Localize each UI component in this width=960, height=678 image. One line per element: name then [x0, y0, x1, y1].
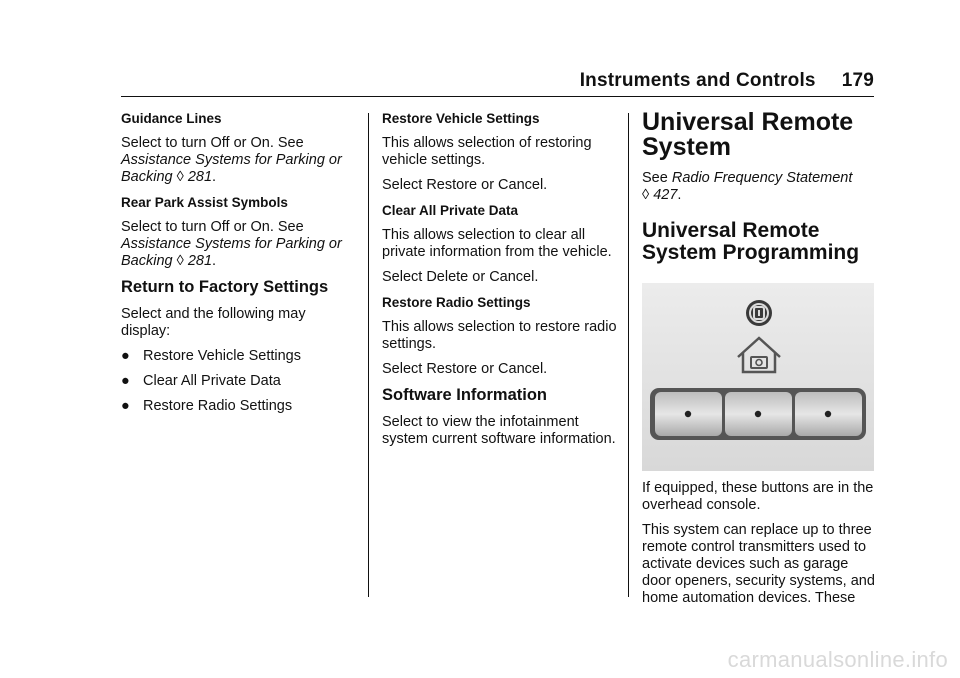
see-reference: See Radio Frequency Statement ◊ 427.: [642, 170, 853, 203]
restore-vehicle-text: This allows selection of restoring vehicle settings.: [382, 135, 592, 168]
button-panel: [650, 388, 866, 440]
clear-private-data-select: Select Delete or Cancel.: [382, 269, 539, 285]
restore-radio-text: This allows selection to restore radio settings.: [382, 319, 617, 352]
column-middle: [382, 110, 618, 456]
page-ref-icon: ◊: [642, 187, 650, 203]
cross-reference-link[interactable]: Radio Frequency Statement: [671, 170, 853, 186]
programming-subtitle: Universal Remote System Programming: [642, 219, 860, 264]
software-info-heading: Software Information: [382, 386, 548, 404]
factory-settings-text: Select and the following may display:: [121, 306, 306, 339]
restore-vehicle-select: Select Restore or Cancel.: [382, 177, 548, 193]
page-ref-icon: ◊: [176, 253, 184, 269]
list-item: ● Restore Vehicle Settings: [121, 348, 301, 364]
column-right: [642, 110, 878, 615]
restore-radio-select: Select Restore or Cancel.: [382, 361, 548, 377]
list-item: ● Restore Radio Settings: [121, 398, 293, 414]
overhead-console-photo: [642, 283, 874, 471]
page-ref-icon: ◊: [176, 169, 184, 185]
watermark: carmanualsonline.info: [727, 647, 948, 672]
guidance-lines-heading: Guidance Lines: [121, 111, 222, 126]
rear-park-assist-heading: Rear Park Assist Symbols: [121, 195, 288, 210]
equipped-text: If equipped, these buttons are in the overhead console.: [642, 480, 874, 513]
bullet-icon: ●: [121, 373, 130, 389]
bullet-icon: ●: [121, 348, 130, 364]
system-description-text: This system can replace up to three remote control transmitters used to activate devices such as garage door openers, security systems, and home automation devices. These: [642, 522, 875, 606]
universal-remote-title: Universal Remote System: [642, 108, 854, 161]
clear-private-data-heading: Clear All Private Data: [382, 203, 519, 218]
remote-indicator-icon: [746, 300, 772, 326]
button-dot-icon: [755, 411, 761, 417]
cross-reference-link[interactable]: Assistance Systems for Parking or Backing: [121, 152, 342, 185]
restore-radio-heading: Restore Radio Settings: [382, 295, 531, 310]
header-rule: [121, 96, 874, 97]
guidance-lines-text: Select to turn Off or On. See Assistance Systems for Parking or Backing ◊ 281.: [121, 135, 342, 185]
page-ref-number[interactable]: 281: [187, 253, 213, 269]
restore-vehicle-heading: Restore Vehicle Settings: [382, 111, 540, 126]
list-item: ● Clear All Private Data: [121, 373, 281, 389]
button-dot-icon: [825, 411, 831, 417]
software-info-text: Select to view the infotainment system current software information.: [382, 414, 616, 447]
column-divider: [628, 113, 629, 597]
section-title: Instruments and Controls: [579, 70, 816, 91]
page-ref-number[interactable]: 427: [653, 187, 678, 203]
page-number: 179: [841, 70, 874, 91]
overhead-console-illustration: [642, 283, 874, 471]
factory-settings-heading: Return to Factory Settings: [121, 278, 329, 296]
page-ref-number[interactable]: 281: [187, 169, 213, 185]
column-left: [121, 110, 357, 423]
bullet-icon: ●: [121, 398, 130, 414]
column-divider: [368, 113, 369, 597]
cross-reference-link[interactable]: Assistance Systems for Parking or Backing: [121, 236, 342, 269]
rear-park-assist-text: Select to turn Off or On. See Assistance Systems for Parking or Backing ◊ 281.: [121, 219, 342, 269]
page-header: [580, 70, 874, 92]
button-dot-icon: [685, 411, 691, 417]
clear-private-data-text: This allows selection to clear all private information from the vehicle.: [382, 227, 612, 260]
